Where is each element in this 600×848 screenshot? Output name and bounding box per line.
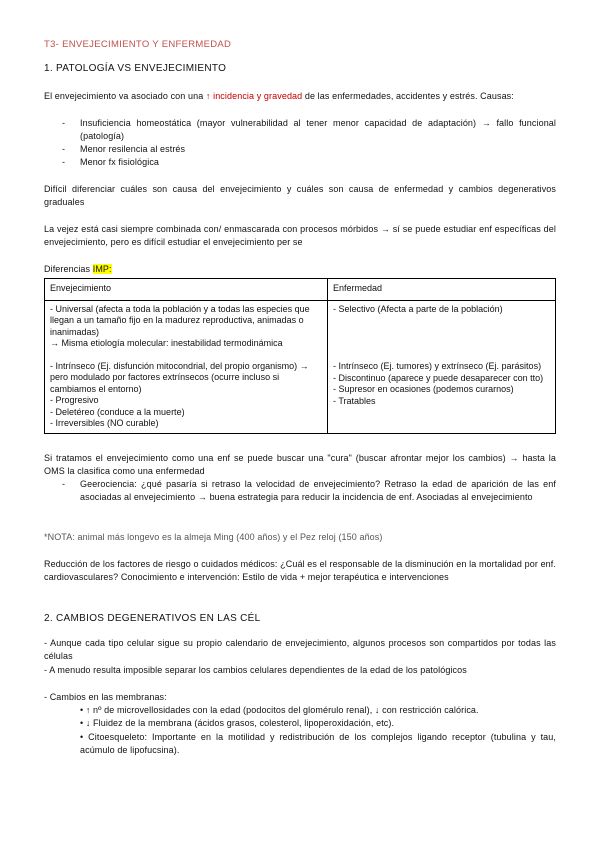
section-1-heading: 1. PATOLOGÍA VS ENVEJECIMIENTO xyxy=(44,63,227,74)
disease-discontinuous: - Discontinuo (aparece y puede desaparecer con tto) xyxy=(333,372,544,383)
aging-intrinsic: - Intrínseco (Ej. disfunción mitocondrial, del propio organismo) → pero modulado por factores extrínsecos (ocurre incluso si cambiamos el entorno) xyxy=(50,360,309,394)
header-envejecimiento: Envejecimiento xyxy=(45,279,328,301)
disease-suppressor: - Supresor en ocasiones (podemos curarnos) xyxy=(333,384,514,394)
nota-longevity: *NOTA: animal más longevo es la almeja Ming (400 años) y el Pez reloj (150 años) xyxy=(44,532,383,542)
intro-highlight: ↑ incidencia y gravedad xyxy=(205,91,303,101)
table-row xyxy=(45,300,556,433)
intro-text-after: de las enfermedades, accidentes y estrés. Causas: xyxy=(302,91,514,101)
cause-dash-1: - xyxy=(62,118,66,128)
cells-line-1: - Aunque cada tipo celular sigue su propio calendario de envejecimiento, algunos procesos son compartidos por todas las células xyxy=(44,638,556,661)
table-header-row xyxy=(45,279,556,301)
paragraph-difficult: Difícil diferenciar cuáles son causa del envejecimiento y cuáles son causa de enfermedad y cambios degenerativos graduales xyxy=(44,184,556,207)
header-enfermedad: Enfermedad xyxy=(328,279,556,301)
document-title: T3- ENVEJECIMIENTO Y ENFERMEDAD xyxy=(44,39,232,50)
disease-selective: - Selectivo (Afecta a parte de la población) xyxy=(333,303,503,314)
disease-treatable: - Tratables xyxy=(333,395,376,406)
membranes-item-3: • Citoesqueleto: Importante en la motilidad y redistribución de los complejos ligando receptor (tubulina y tau, acúmulo de lipofucsina). xyxy=(80,732,556,755)
aging-progressive: - Progresivo xyxy=(50,395,99,405)
aging-irreversible: - Irreversibles (NO curable) xyxy=(50,418,159,428)
membranes-item-1: • ↑ nº de microvellosidades con la edad (podocitos del glomérulo renal), ↓ con restricción calórica. xyxy=(80,705,479,715)
cell-enfermedad xyxy=(328,300,556,433)
paragraph-cura: Si tratamos el envejecimiento como una enf se puede buscar una "cura" (buscar afrontar mejor los cambios) → hasta la OMS la clasifica como una enfermedad xyxy=(44,453,556,476)
differences-label xyxy=(44,263,112,276)
cause-dash-2: - xyxy=(62,144,66,154)
aging-universal: - Universal (afecta a toda la población y a todas las especies que llegan a un tamaño fijo en la madurez reproductiva, animadas o inanimadas) xyxy=(50,303,310,337)
intro-paragraph xyxy=(44,90,556,103)
membranes-item-2: • ↓ Fluidez de la membrana (ácidos grasos, colesterol, lipoperoxidación, etc). xyxy=(80,718,395,728)
membranes-label: - Cambios en las membranas: xyxy=(44,692,167,702)
imp-highlight: IMP: xyxy=(92,264,112,274)
section-2-heading: 2. CAMBIOS DEGENERATIVOS EN LAS CÉL xyxy=(44,613,261,624)
paragraph-vejez: La vejez está casi siempre combinada con/ enmascarada con procesos mórbidos → sí se puede estudiar enf específicas del envejecimiento, pero es difícil estudiar el envejecimiento per se xyxy=(44,224,556,247)
differences-table xyxy=(44,278,556,434)
aging-deleterious: - Deletéreo (conduce a la muerte) xyxy=(50,406,185,417)
geroc-item: Geerociencia: ¿qué pasaría si retraso la velocidad de envejecimiento? Retraso la edad de aparición de las enf asociadas al envejecimiento → buena estrategia para reducir la incidencia de enf. Asociadas al envejecimiento xyxy=(80,479,556,502)
cause-item-2: Menor resilencia al estrés xyxy=(80,144,186,154)
cause-item-3: Menor fx fisiológica xyxy=(80,157,160,167)
disease-intrinsic: - Intrínseco (Ej. tumores) y extrínseco (Ej. parásitos) xyxy=(333,361,542,371)
paragraph-reduccion: Reducción de los factores de riesgo o cuidados médicos: ¿Cuál es el responsable de la disminución en la mortalidad por enf. cardiovasculares? Conocimiento e intervención: Estilo de vida + mejor terapéutica e intervenciones xyxy=(44,559,556,582)
cells-line-2: - A menudo resulta imposible separar los cambios celulares dependientes de la edad de los patológicos xyxy=(44,665,467,675)
aging-etiology: → Misma etiología molecular: inestabilidad termodinámica xyxy=(50,338,283,348)
cause-dash-3: - xyxy=(62,157,66,167)
intro-text-before: El envejecimiento va asociado con una xyxy=(44,91,206,101)
differences-text: Diferencias xyxy=(44,264,93,274)
geroc-dash: - xyxy=(62,479,66,489)
cell-envejecimiento xyxy=(45,300,328,433)
cause-item-1: Insuficiencia homeostática (mayor vulnerabilidad al tener menor capacidad de adaptación) → fallo funcional (patología) xyxy=(80,118,556,141)
